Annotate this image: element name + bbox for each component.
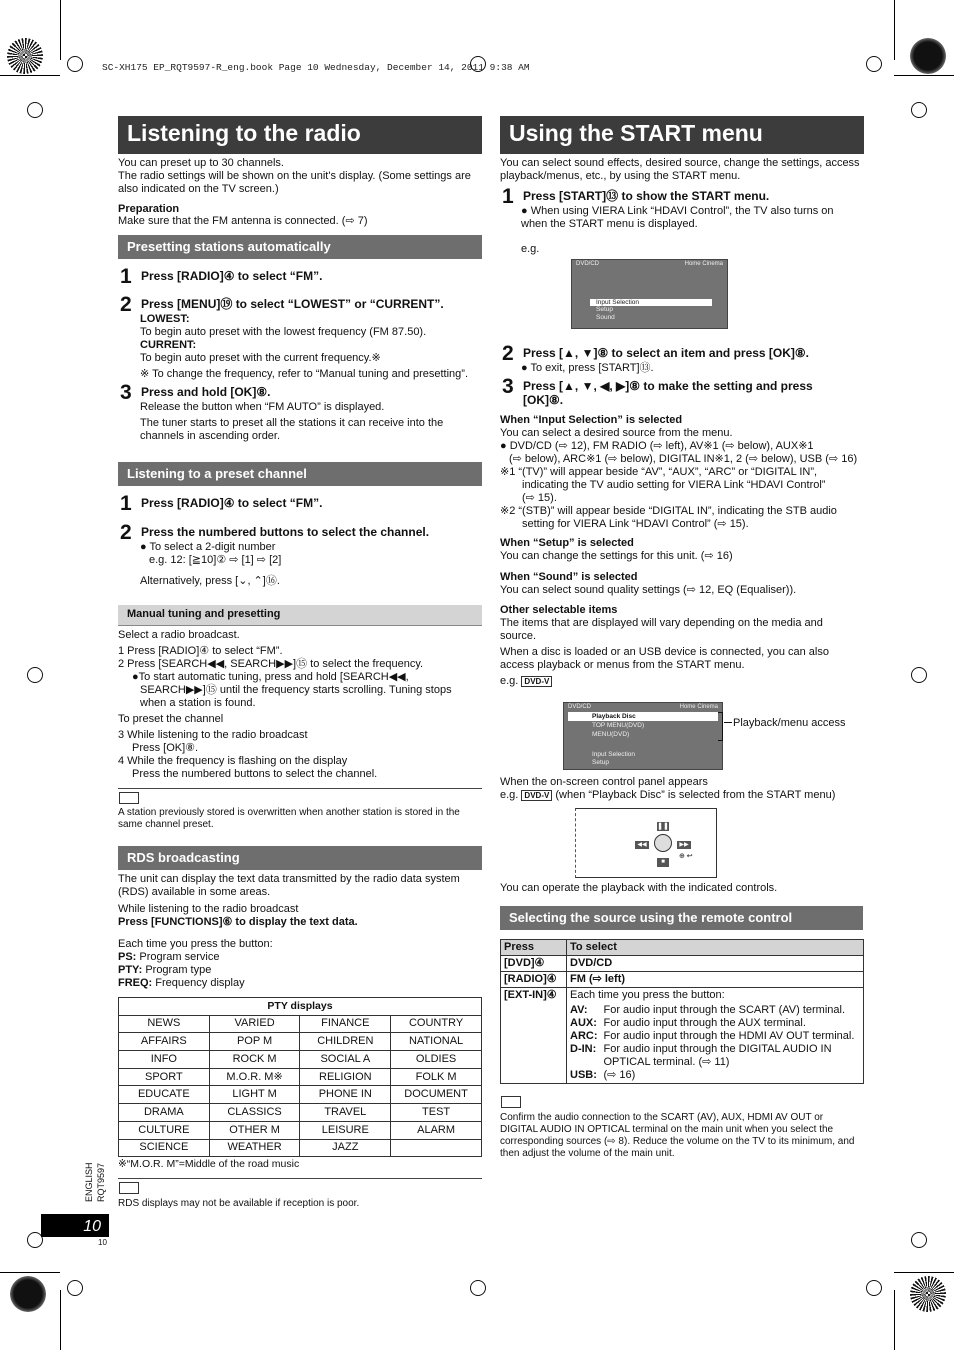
rds-item-label: PS: xyxy=(118,951,137,963)
stop-icon[interactable]: ■ xyxy=(657,858,669,867)
step-number: 3 xyxy=(120,381,132,404)
menu-item-input-selection[interactable]: Input Selection xyxy=(592,751,636,759)
ext-item-label: USB: xyxy=(570,1069,597,1081)
ext-intro: Each time you press the button: xyxy=(570,989,725,1001)
memo-text: A station previously stored is overwritten when another station is stored in the same channel preset. xyxy=(118,807,460,830)
ext-item-label: ARC: xyxy=(570,1030,598,1042)
screen-source: DVD/CD xyxy=(576,261,600,267)
table-row xyxy=(119,1015,482,1033)
pty-cell: OLDIES xyxy=(391,1051,482,1069)
key-cell: [EXT-IN]④ xyxy=(501,988,567,1084)
crop-line xyxy=(894,0,895,60)
footnote: (⇨ 15). xyxy=(522,492,557,504)
registration-mark xyxy=(10,1276,46,1312)
table-row xyxy=(119,1068,482,1086)
control-panel xyxy=(633,822,693,868)
pty-cell: VARIED xyxy=(209,1015,300,1033)
table-header-row xyxy=(501,940,864,956)
pty-cell: POP M xyxy=(209,1033,300,1051)
pty-cell: NATIONAL xyxy=(391,1033,482,1051)
ext-item-text: For audio input through the SCART (AV) terminal. xyxy=(603,1004,846,1016)
skip-back-icon[interactable]: ◀◀ xyxy=(635,841,649,849)
pty-cell: SPORT xyxy=(119,1068,210,1086)
pty-cell: LIGHT M xyxy=(209,1086,300,1104)
pty-cell: TEST xyxy=(391,1104,482,1122)
list-item xyxy=(570,1030,860,1043)
rds-item-text: Program service xyxy=(139,951,220,963)
crosshair-mark xyxy=(866,56,882,72)
step-number: 2 xyxy=(120,293,132,316)
page-number-small: 10 xyxy=(98,1238,107,1247)
registration-mark xyxy=(910,38,946,74)
crosshair-mark xyxy=(866,1280,882,1296)
pty-cell: OTHER M xyxy=(209,1121,300,1139)
table-row xyxy=(119,1033,482,1051)
subheading: Other selectable items xyxy=(500,604,618,616)
crosshair-mark xyxy=(911,1232,927,1248)
value-cell: DVD/CD xyxy=(567,956,864,972)
ext-item-label: AV: xyxy=(570,1004,588,1016)
footnote: ※ To change the frequency, refer to “Manual tuning and presetting”. xyxy=(140,368,469,380)
divider xyxy=(118,625,482,626)
table-row xyxy=(119,1121,482,1139)
pty-table-body xyxy=(119,1015,482,1157)
step-number: 1 xyxy=(120,492,132,515)
sound-block xyxy=(500,571,864,597)
step-2-note: ● To exit, press [START]⑬. xyxy=(521,362,654,374)
table-row xyxy=(501,956,864,972)
start-menu-screen xyxy=(571,259,728,329)
step-number: 1 xyxy=(120,265,132,288)
list-item xyxy=(570,1017,860,1030)
ext-item-text: For audio input through the AUX terminal. xyxy=(603,1017,806,1029)
dvd-v-badge: DVD-V xyxy=(521,676,552,687)
screen-header xyxy=(564,703,722,712)
screen-brand: Home Cinema xyxy=(684,261,723,267)
pty-cell: SCIENCE xyxy=(119,1139,210,1157)
rds-item xyxy=(118,964,482,977)
detail-text: You can change the settings for this unit. (⇨ 16) xyxy=(500,550,733,562)
list-item xyxy=(570,1069,860,1082)
page-title-radio: Listening to the radio xyxy=(118,116,482,154)
pty-cell: CLASSICS xyxy=(209,1104,300,1122)
pause-icon[interactable]: ❚❚ xyxy=(657,823,669,830)
registration-mark xyxy=(7,38,43,74)
pty-footnote: ※“M.O.R. M”=Middle of the road music xyxy=(118,1158,300,1170)
pty-cell: INFO xyxy=(119,1051,210,1069)
rds-item-text: Frequency display xyxy=(155,977,245,989)
option-text: To begin auto preset with the lowest frequency (FM 87.50). xyxy=(140,326,427,338)
leader-line xyxy=(724,722,732,723)
intro-text: You can select sound effects, desired source, change the settings, access playback/menus, etc., by using the START menu. xyxy=(500,157,860,182)
pty-cell xyxy=(391,1139,482,1157)
detail-text: Press [OK]⑧. xyxy=(132,742,199,754)
other-items-block xyxy=(500,604,850,688)
memo-text: RDS displays may not be available if reception is poor. xyxy=(118,1198,360,1209)
detail-text: When a disc is loaded or an USB device is connected, you can also access playback or menus from the START menu. xyxy=(500,646,829,671)
pty-cell: COUNTRY xyxy=(391,1015,482,1033)
section-heading: RDS broadcasting xyxy=(118,846,482,870)
rds-item-label: FREQ: xyxy=(118,977,153,989)
ext-item-label: AUX: xyxy=(570,1017,597,1029)
pty-cell: RELIGION xyxy=(300,1068,391,1086)
control-panel-block xyxy=(500,776,864,802)
rds-item-text: Program type xyxy=(145,964,212,976)
memo-icon xyxy=(119,792,139,804)
dpad-icon[interactable] xyxy=(654,834,672,852)
ext-item-text: For audio input through the DIGITAL AUDIO IN OPTICAL terminal. (⇨ 11) xyxy=(603,1043,832,1068)
step-2 xyxy=(120,295,444,315)
skip-forward-icon[interactable]: ▶▶ xyxy=(677,841,691,849)
dvd-v-badge: DVD-V xyxy=(521,790,552,801)
step-text: Press the numbered buttons to select the channel. xyxy=(141,525,430,539)
subheading: When “Input Selection” is selected xyxy=(500,414,683,426)
playback-menu-label: Playback/menu access xyxy=(733,717,846,729)
step-2 xyxy=(502,344,809,364)
subheading: When “Setup” is selected xyxy=(500,537,634,549)
divider xyxy=(118,1178,482,1179)
pty-cell: AFFAIRS xyxy=(119,1033,210,1051)
step-text: Press [RADIO]④ to select “FM”. xyxy=(141,269,323,283)
detail-text: Press [FUNCTIONS]⑥ to display the text data. xyxy=(118,916,358,928)
detail-text: You can select a desired source from the menu. xyxy=(500,427,733,439)
pty-cell: CHILDREN xyxy=(300,1033,391,1051)
ext-item-text: (⇨ 16) xyxy=(603,1069,636,1081)
crosshair-mark xyxy=(911,102,927,118)
table-row xyxy=(119,1086,482,1104)
crosshair-mark xyxy=(27,667,43,683)
crosshair-mark xyxy=(911,667,927,683)
step-2-details xyxy=(140,313,482,381)
pty-cell: SOCIAL A xyxy=(300,1051,391,1069)
option-label: CURRENT: xyxy=(140,339,197,351)
step-text: Press [START]⑬ to show the START menu. xyxy=(523,189,770,203)
pty-cell: EDUCATE xyxy=(119,1086,210,1104)
intro-line: The radio settings will be shown on the unit's display. (Some settings are also indicated on the TV screen.) xyxy=(118,170,471,195)
detail-text: ●To start automatic tuning, press and hold [SEARCH◀◀, xyxy=(132,671,409,683)
table-row xyxy=(119,1051,482,1069)
detail-text: ● DVD/CD (⇨ 12), FM RADIO (⇨ left), AV※1 (⇨ below), AUX※1 xyxy=(500,440,814,452)
step-3 xyxy=(502,377,864,407)
table-row xyxy=(501,972,864,988)
footnote: indicating the TV audio setting for VIERA Link “HDAVI Control” xyxy=(522,479,826,491)
footnote: ※2 “(STB)” will appear beside “DIGITAL IN”, indicating the STB audio xyxy=(500,505,837,517)
ext-item-text: For audio input through the HDMI AV OUT terminal. xyxy=(603,1030,855,1042)
column-header: Press xyxy=(501,940,567,956)
detail-text: 1 Press [RADIO]④ to select “FM”. xyxy=(118,645,283,657)
crosshair-mark xyxy=(470,1280,486,1296)
return-icon[interactable]: ⊕ ↩ xyxy=(679,853,693,860)
step-number: 2 xyxy=(120,521,132,544)
detail-text: e.g. 12: [≧10]② ⇨ [1] ⇨ [2] xyxy=(149,554,282,566)
model-code: RQT9597 xyxy=(96,1162,106,1202)
rds-item xyxy=(118,951,482,964)
menu-item-sound[interactable]: Sound xyxy=(596,314,615,322)
detail-text: (⇨ below), ARC※1 (⇨ below), DIGITAL IN※1, 2 (⇨ below), USB (⇨ 16) xyxy=(509,453,858,465)
side-code-label xyxy=(96,1142,107,1202)
rds-text xyxy=(118,873,482,990)
pty-cell: JAZZ xyxy=(300,1139,391,1157)
intro-text xyxy=(118,157,482,196)
pty-cell: LEISURE xyxy=(300,1121,391,1139)
step-number: 2 xyxy=(502,342,514,365)
crop-line xyxy=(894,1272,954,1273)
source-table xyxy=(500,939,864,1084)
detail-text: Press the numbered buttons to select the channel. xyxy=(132,768,378,780)
input-selection-block xyxy=(500,414,864,531)
preparation-text: Make sure that the FM antenna is connected. (⇨ 7) xyxy=(118,215,368,227)
detail-text: Alternatively, press [⌄, ⌃]⑯. xyxy=(140,575,280,587)
crosshair-mark xyxy=(67,1280,83,1296)
subheading: When “Sound” is selected xyxy=(500,571,638,583)
step-number: 3 xyxy=(502,375,514,398)
screen-source: DVD/CD xyxy=(568,704,592,710)
detail-text: Each time you press the button: xyxy=(118,938,273,950)
crop-line xyxy=(0,1272,60,1273)
intro-line: You can preset up to 30 channels. xyxy=(118,157,284,169)
crosshair-mark xyxy=(67,56,83,72)
section-heading: Listening to a preset channel xyxy=(118,462,482,486)
menu-item-playback-disc[interactable]: Playback Disc xyxy=(568,712,718,721)
section-heading: Manual tuning and presetting xyxy=(118,605,482,625)
pty-cell: PHONE IN xyxy=(300,1086,391,1104)
detail-text: When the on-screen control panel appears xyxy=(500,776,708,788)
step-text: Press [MENU]⑲ to select “LOWEST” or “CURRENT”. xyxy=(141,297,444,311)
manual-tuning-steps xyxy=(118,629,482,781)
example-label: e.g. xyxy=(500,789,519,801)
screen-spacer xyxy=(572,269,727,299)
screen-header xyxy=(572,260,727,269)
step-2-details xyxy=(140,541,482,588)
pty-cell: ALARM xyxy=(391,1121,482,1139)
value-cell xyxy=(567,972,864,988)
step-1 xyxy=(120,267,322,287)
list-item xyxy=(570,1004,860,1017)
detail-text: Release the button when “FM AUTO” is displayed. xyxy=(140,401,385,413)
page-number: 10 xyxy=(41,1214,109,1237)
memo-text: Confirm the audio connection to the SCART (AV), AUX, HDMI AV OUT or DIGITAL AUDIO IN OPTICAL terminal on the main unit when you select the corresponding sources (⇨ 8). Reduce the volume on the TV to its minimum, and then adjust the volume of the main unit. xyxy=(500,1112,855,1159)
pty-cell: ROCK M xyxy=(209,1051,300,1069)
pty-table-header: PTY displays xyxy=(119,998,482,1016)
detail-text: when a station is found. xyxy=(140,697,256,709)
step-text: Press [▲, ▼]⑧ to select an item and press [OK]⑧. xyxy=(523,346,810,360)
ext-in-list xyxy=(570,1004,860,1082)
detail-text: The items that are displayed will vary depending on the media and source. xyxy=(500,617,823,642)
setup-block xyxy=(500,537,864,563)
pty-cell: WEATHER xyxy=(209,1139,300,1157)
table-row xyxy=(119,1104,482,1122)
pty-cell: NEWS xyxy=(119,1015,210,1033)
step-1 xyxy=(120,494,322,514)
pty-cell: CULTURE xyxy=(119,1121,210,1139)
option-text: To begin auto preset with the current frequency.※ xyxy=(140,352,381,364)
crop-line xyxy=(0,75,60,76)
table-row xyxy=(501,988,864,1084)
key-cell: [RADIO]④ xyxy=(501,972,567,988)
step-text: Press [▲, ▼, ◀, ▶]⑧ to make the setting and press [OK]⑧. xyxy=(523,379,813,407)
screen-spacer xyxy=(564,739,722,751)
memo-icon xyxy=(501,1096,521,1108)
start-menu-screen-disc xyxy=(563,702,723,770)
crop-line xyxy=(894,1290,895,1350)
example-label: e.g. xyxy=(500,675,519,687)
detail-text: The tuner starts to preset all the stations it can receive into the channels in ascending order. xyxy=(140,417,444,442)
divider xyxy=(118,788,482,789)
value-cell xyxy=(567,988,864,1084)
pty-cell: DRAMA xyxy=(119,1104,210,1122)
step-3 xyxy=(120,383,270,403)
step-text: Press [RADIO]④ to select “FM”. xyxy=(141,496,323,510)
menu-item-menu[interactable]: MENU(DVD) xyxy=(592,731,630,739)
language: ENGLISH xyxy=(84,1162,94,1202)
list-item xyxy=(570,1043,860,1069)
page-title-start-menu: Using the START menu xyxy=(500,116,864,154)
side-language-label xyxy=(84,1142,95,1202)
menu-item-input-selection[interactable]: Input Selection xyxy=(590,299,712,306)
section-heading: Selecting the source using the remote control xyxy=(500,906,863,930)
pty-cell: DOCUMENT xyxy=(391,1086,482,1104)
detail-text: 4 While the frequency is flashing on the display xyxy=(118,755,348,767)
crosshair-mark xyxy=(27,102,43,118)
menu-item-setup[interactable]: Setup xyxy=(596,306,613,314)
step-2 xyxy=(120,523,429,543)
crop-line xyxy=(60,0,61,60)
crop-line xyxy=(894,75,954,76)
detail-text: 2 Press [SEARCH◀◀, SEARCH▶▶]⑮ to select the frequency. xyxy=(118,658,424,670)
pty-cell: FOLK M xyxy=(391,1068,482,1086)
column-header: To select xyxy=(567,940,864,956)
pty-cell: FINANCE xyxy=(300,1015,391,1033)
detail-text: The unit can display the text data transmitted by the radio data system (RDS) available in some areas. xyxy=(118,873,460,898)
step-1-note: ● When using VIERA Link “HDAVI Control”, the TV also turns on when the START menu is displayed. xyxy=(521,205,834,230)
pty-table xyxy=(118,997,482,1157)
example-label: e.g. xyxy=(521,243,540,255)
bracket xyxy=(718,712,723,741)
ext-item-label: D-IN: xyxy=(570,1043,597,1055)
rds-item-label: PTY: xyxy=(118,964,143,976)
detail-text: 3 While listening to the radio broadcast xyxy=(118,729,308,741)
registration-mark xyxy=(910,1276,946,1312)
detail-text: Select a radio broadcast. xyxy=(118,629,240,641)
crop-line xyxy=(60,1290,61,1350)
table-row xyxy=(119,1139,482,1157)
pty-cell: M.O.R. M※ xyxy=(209,1068,300,1086)
footnote: ※1 “(TV)” will appear beside “AV”, “AUX”, “ARC” or “DIGITAL IN”, xyxy=(500,466,818,478)
memo-icon xyxy=(119,1182,139,1194)
footnote: setting for VIERA Link “HDAVI Control” (⇨ 15). xyxy=(522,518,749,530)
detail-heading: To preset the channel xyxy=(118,713,224,725)
control-panel-caption: You can operate the playback with the indicated controls. xyxy=(500,882,778,894)
pty-cell: TRAVEL xyxy=(300,1104,391,1122)
menu-item-top-menu[interactable]: TOP MENU(DVD) xyxy=(592,722,645,730)
section-heading: Presetting stations automatically xyxy=(118,235,482,259)
file-header: SC-XH175 EP_RQT9597-R_eng.book Page 10 Wednesday, December 14, 2011 9:38 AM xyxy=(102,62,530,73)
preparation-label: Preparation xyxy=(118,203,180,215)
detail-text: While listening to the radio broadcast xyxy=(118,903,299,915)
menu-item-setup[interactable]: Setup xyxy=(592,759,609,767)
value-text: FM (⇨ left) xyxy=(570,973,626,985)
detail-text: You can select sound quality settings (⇨ 12, EQ (Equaliser)). xyxy=(500,584,797,596)
detail-text: SEARCH▶▶]⑮ until the frequency starts scrolling. Tuning stops xyxy=(140,684,452,696)
step-1 xyxy=(502,187,769,207)
key-cell: [DVD]④ xyxy=(501,956,567,972)
option-label: LOWEST: xyxy=(140,313,190,325)
rds-item xyxy=(118,977,482,990)
detail-text: ● To select a 2-digit number xyxy=(140,541,276,553)
step-3-details xyxy=(140,401,482,443)
step-text: Press and hold [OK]⑧. xyxy=(141,385,271,399)
step-number: 1 xyxy=(502,185,514,208)
screen-brand: Home Cinema xyxy=(679,704,718,710)
detail-text: (when “Playback Disc” is selected from the START menu) xyxy=(555,789,836,801)
